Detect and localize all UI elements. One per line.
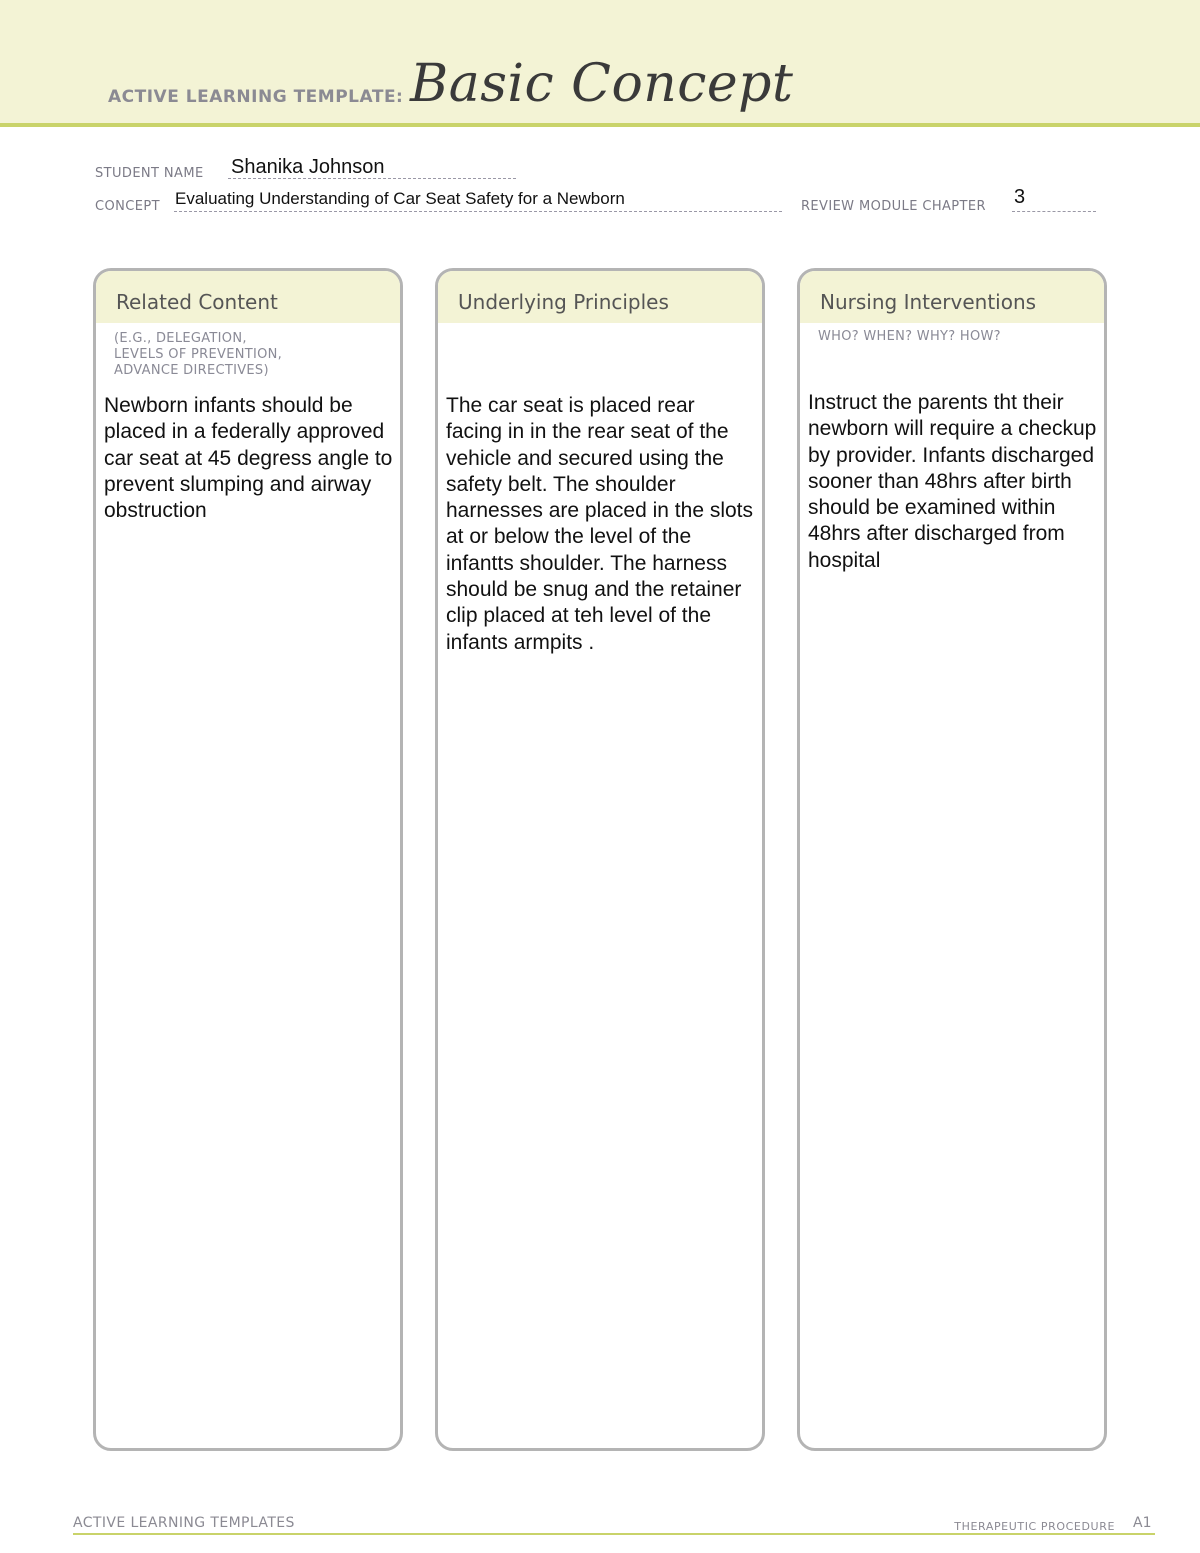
footer-left-label: ACTIVE LEARNING TEMPLATES	[73, 1515, 295, 1531]
concept-label: CONCEPT	[95, 199, 160, 214]
review-chapter-line	[1012, 211, 1096, 212]
header-rule	[0, 123, 1200, 127]
panel-body-underlying-principles[interactable]: The car seat is placed rear facing in in the rear seat of the vehicle and secured using the safety belt. The shoulder harnesses are placed in the slots at or below the level of the infantts shoulder. The harness should be snug and the retainer clip placed at teh level of the infants armpits .	[446, 394, 754, 654]
panel-body-related-content[interactable]: Newborn infants should be placed in a federally approved car seat at 45 degress angle to prevent slumping and airway obstruction	[104, 394, 393, 523]
panel-title-nursing-interventions: Nursing Interventions	[820, 290, 1037, 314]
panel-subtitle-nursing-interventions: WHO? WHEN? WHY? HOW?	[818, 329, 1001, 344]
concept-line	[174, 211, 782, 212]
student-name-field[interactable]: Shanika Johnson	[231, 156, 385, 178]
panel-subtitle-related-content: (E.G., DELEGATION, LEVELS OF PREVENTION, ADVANCE DIRECTIVES)	[114, 331, 283, 378]
student-name-label: STUDENT NAME	[95, 166, 204, 181]
review-chapter-label: REVIEW MODULE CHAPTER	[801, 199, 986, 214]
template-label: ACTIVE LEARNING TEMPLATE:	[108, 87, 404, 107]
footer-rule	[73, 1533, 1155, 1535]
panel-body-nursing-interventions[interactable]: Instruct the parents tht their newborn will require a checkup by provider. Infants discharged sooner than 48hrs after birth should be examined within 48hrs after discharged from hospital	[808, 391, 1097, 572]
review-chapter-field[interactable]: 3	[1014, 186, 1026, 208]
panel-nursing-interventions	[797, 268, 1107, 1451]
panel-title-underlying-principles: Underlying Principles	[458, 290, 669, 314]
template-title: Basic Concept	[410, 54, 794, 114]
footer-right-label: THERAPEUTIC PROCEDURE	[954, 1520, 1115, 1533]
concept-field[interactable]: Evaluating Understanding of Car Seat Safety for a Newborn	[175, 189, 625, 208]
panel-underlying-principles	[435, 268, 765, 1451]
panel-related-content	[93, 268, 403, 1451]
panel-title-related-content: Related Content	[116, 290, 278, 314]
footer-page-number: A1	[1133, 1515, 1152, 1531]
